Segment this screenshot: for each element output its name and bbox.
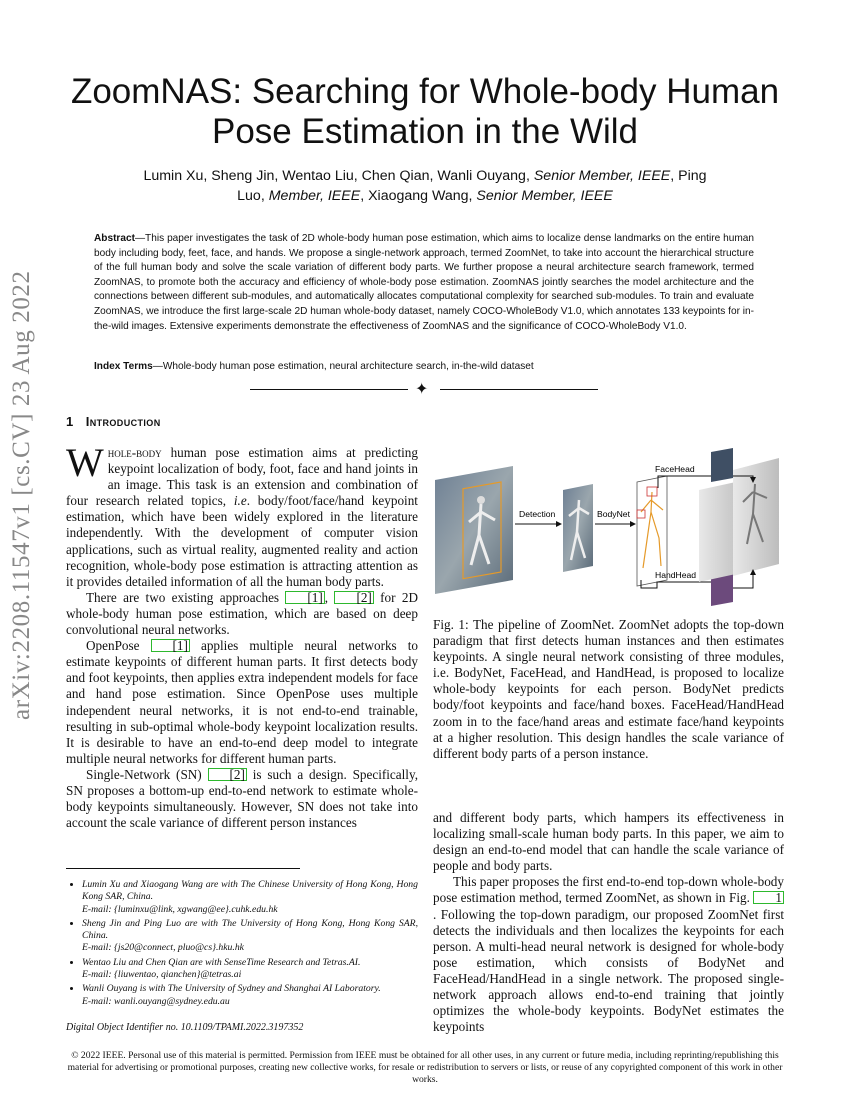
authors-line2-name: , Xiaogang Wang, [360,188,473,204]
paragraph-text: OpenPose [86,638,151,654]
arxiv-sidebar-stamp: arXiv:2208.11547v1 [cs.CV] 23 Aug 2022 [8,270,35,720]
citation-link[interactable]: [1] [285,591,324,604]
footnote-email: E-mail: {liuwentao, qianchen}@tetras.ai [82,969,242,981]
paragraph-text: This paper proposes the first end-to-end top-down whole-body pose estimation method, termed ZoomNet, as shown in Fig. [433,874,784,906]
index-terms-label: Index Terms [94,361,153,372]
author-list [100,166,750,206]
pipeline-diagram [433,440,785,610]
footnote-email: E-mail: {js20@connect, pluo@cs}.hku.hk [82,942,244,954]
person-head [477,496,485,504]
author-role: Senior Member, IEEE [533,168,671,184]
right-paragraph-1: and different body parts, which hampers its effectiveness in localizing small-scale human body parts. In this paper, we aim to design an end-to-end model that can handle the scale variance of people and body parts. [433,810,784,874]
figure-1-caption: Fig. 1: The pipeline of ZoomNet. ZoomNet adopts the top-down paradigm that first detects human instances and then estimates keypoints. A single neural network consisting of three modules, i.e. BodyNet, FaceHead, and HandHead, is proposed to localize whole-body keypoints for each person. BodyNet predicts body/foot keypoints and face/hand boxes. FaceHead/HandHead zoom in to the face/hand areas and estimate face/hand keypoints at a higher resolution. This design handles the scale variance of different body parts of a person instance. [433,617,784,761]
right-paragraph-2 [433,874,784,1035]
authors-line1-tail: , Ping [670,168,707,184]
copyright-notice: © 2022 IEEE. Personal use of this material is permitted. Permission from IEEE must be obtained for all other uses, in any current or future media, including reprinting/republishing this material for advertising or promotional purposes, creating new collective works, for resale or redistribution to servers or lists, or reuse of any copyrighted component of this work in other works. [67,1050,783,1085]
doi-line: Digital Object Identifier no. 10.1109/TPAMI.2022.3197352 [66,1022,304,1033]
author-role: Senior Member, IEEE [476,188,613,204]
footnote-email: E-mail: wanli.ouyang@sydney.edu.au [82,995,230,1007]
authors-line1: Lumin Xu, Sheng Jin, Wentao Liu, Chen Qian, Wanli Ouyang, [143,168,530,184]
figure-1-pipeline [433,440,785,610]
footnote-affiliation: Wentao Liu and Chen Qian are with SenseTime Research and Tetras.AI. [82,956,361,968]
citation-link[interactable]: [1] [151,639,190,652]
abstract-label: Abstract [94,233,135,244]
label-facehead: FaceHead [655,464,695,474]
paragraph-italic: i.e [233,493,247,509]
intro-paragraph-1 [66,440,418,590]
intro-paragraph-3 [66,638,418,767]
intro-paragraph-4 [66,767,418,831]
figure-ref-link[interactable]: 1 [753,891,784,904]
authors-line2: Luo, [237,188,265,204]
paragraph-text: . Following the top-down paradigm, our proposed ZoomNet first detects the individuals and then localizes the keypoints for each person. A multi-head neural network is designed for whole-body pose estimation, which consists of BodyNet and FaceHead/HandHead in a single network. The proposed single-network approach allows end-to-end training that jointly optimizes the whole-body keypoints. BodyNet estimates the keypoints [433,906,784,1035]
section-heading [66,414,161,429]
footnote-item [82,957,418,982]
right-column-body [433,810,784,1035]
paragraph-text: human pose estimation aims at predicting keypoint localization of body, foot, face and hand joints in an image. This task is an extension and combination of four research related topics, [66,445,418,509]
footnote-affiliation: Wanli Ouyang is with The University of Sydney and Shanghai AI Laboratory. [82,983,381,995]
divider-left [250,389,408,390]
left-column-body [66,440,419,831]
citation-link[interactable]: [2] [208,768,247,781]
paragraph-text: is such a design. Specifically, SN proposes a bottom-up end-to-end network to estimate whole-body keypoints simultaneously. However, SN does not take into account the scale variance of different person instances [66,766,418,831]
label-detection: Detection [519,509,556,519]
label-handhead: HandHead [655,570,697,580]
divider-ornament-icon: ✦ [415,381,429,398]
divider-right [440,389,598,390]
paragraph-text: There are two existing approaches [86,589,286,605]
footnote-item [82,918,418,955]
drop-cap: W [66,440,104,485]
face-crop [711,448,733,482]
paragraph-text: . body/foot/face/hand keypoint estimation, which have been widely explored in the literature independently. With the development of computer vision applications, such as virtual reality, augmented reality and action recognition, whole-body pose estimation is attracting attention as it provides detailed information of all the human body parts. [66,493,418,589]
paragraph-text: , [324,589,335,605]
small-caps-lead: hole-body [107,445,162,460]
footnote-affiliation: Lumin Xu and Xiaogang Wang are with The Chinese University of Hong Kong, Hong Kong SAR, China. [82,879,418,903]
abstract-text: —This paper investigates the task of 2D whole-body human pose estimation, which aims to localize dense landmarks on the entire human body including body, feet, face, and hands. We propose a single-network approach, termed ZoomNet, to take into account the hierarchical structure of the full human body and solve the scale variation of different body parts. We further propose a neural architecture search framework, termed ZoomNAS, to promote both the accuracy and efficiency of whole-body pose estimation. ZoomNAS jointly searches the model architecture and the connections between different sub-modules, and automatically allocates computational complexity for searched sub-modules. To train and evaluate ZoomNAS, we introduce the first large-scale 2D human whole-body dataset, namely COCO-WholeBody V1.0, which annotates 133 keypoints for in-the-wild images. Extensive experiments demonstrate the effectiveness of ZoomNAS and the significance of COCO-WholeBody V1.0. [94,233,754,332]
paragraph-text: Single-Network (SN) [86,766,208,782]
footnote-item [82,879,418,916]
footnote-item [82,983,418,1008]
paragraph-text: for 2D whole-body human pose estimation, which are based on deep convolutional neural networks. [66,589,419,638]
section-number: 1 [66,414,74,429]
label-bodynet: BodyNet [597,509,630,519]
abstract [94,232,754,334]
index-terms-text: —Whole-body human pose estimation, neural architecture search, in-the-wild dataset [152,361,534,372]
citation-link[interactable]: [2] [334,591,373,604]
section-title: Introduction [85,414,161,429]
affiliation-footnotes [66,879,418,1010]
index-terms [94,361,754,372]
paper-title: ZoomNAS: Searching for Whole-body Human Pose Estimation in the Wild [70,72,780,151]
footnote-email: E-mail: {luminxu@link, xgwang@ee}.cuhk.edu.hk [82,903,278,915]
footnote-rule [66,868,300,869]
author-role: Member, IEEE [268,188,361,204]
footnote-affiliation: Sheng Jin and Ping Luo are with The University of Hong Kong, Hong Kong SAR, China. [82,917,418,942]
intro-paragraph-2 [66,590,418,638]
paragraph-text: applies multiple neural networks to estimate keypoints of different human parts. It first detects body and foot keypoints, then applies extra independent models for face and hand pose estimation. Since OpenPose uses multiple independent neural networks, it is not end-to-end trainable, resulting in sub-optimal whole-body keypoint localization results. It is desirable to have an end-to-end deep model to integrate multiple neural networks for different human parts. [66,638,418,766]
